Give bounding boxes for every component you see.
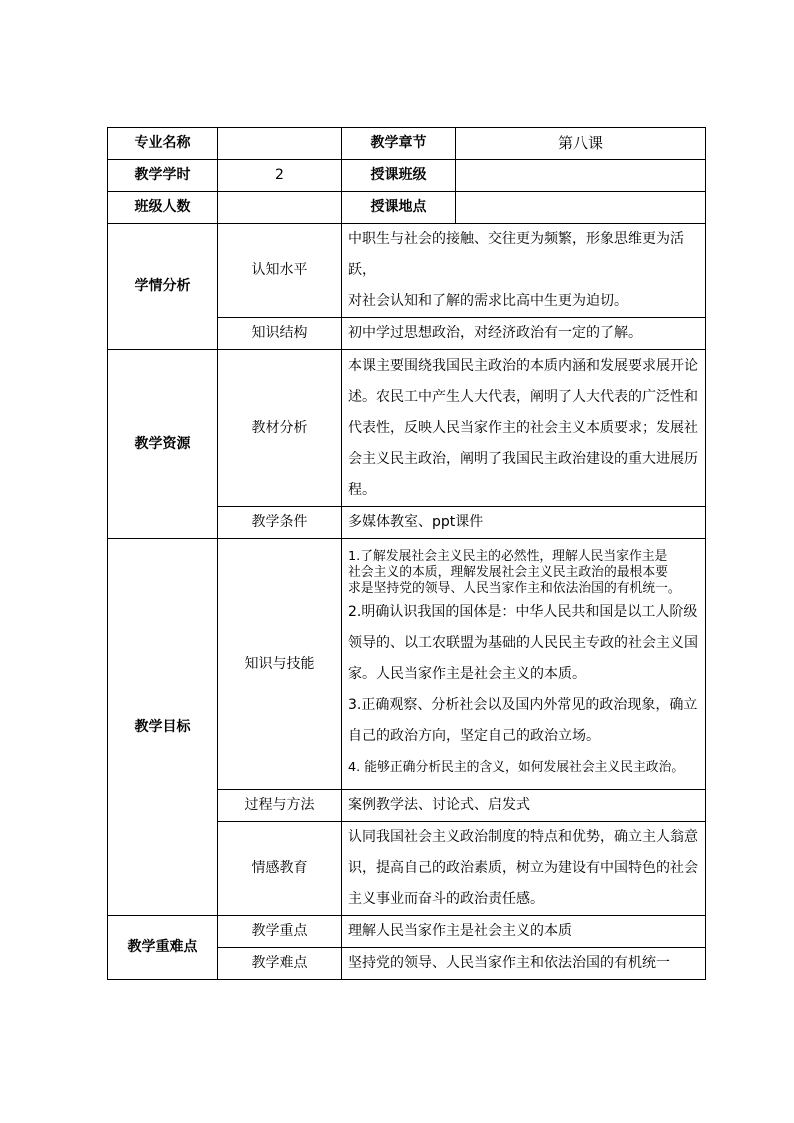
student-count-value <box>218 192 342 224</box>
text-line: 对社会认知和了解的需求比高中生更为迫切。 <box>348 293 628 309</box>
process-methods-label: 过程与方法 <box>218 790 342 822</box>
text-line: 领导的、以工农联盟为基础的人民民主专政的社会主义国 <box>348 634 698 651</box>
table-row <box>108 128 706 160</box>
major-value <box>218 128 342 160</box>
text-line: 社会主义的本质，理解发展社会主义民主政治的最根本要 <box>348 564 668 580</box>
key-point-text: 理解人民当家作主是社会主义的本质 <box>342 916 706 948</box>
text-line: 认同我国社会主义政治制度的特点和优势，确立主人翁意 <box>348 829 698 845</box>
table-row <box>108 192 706 224</box>
emotional-education-text <box>342 822 706 916</box>
cognitive-level-label: 认知水平 <box>218 224 342 318</box>
key-point-label: 教学重点 <box>218 916 342 948</box>
location-value <box>456 192 706 224</box>
text-line: 自己的政治方向，坚定自己的政治立场。 <box>348 727 600 744</box>
difficult-point-text: 坚持党的领导、人民当家作主和依法治国的有机统一 <box>342 948 706 980</box>
textbook-analysis-text <box>342 350 706 507</box>
text-line: 家。人民当家作主是社会主义的本质。 <box>348 665 586 682</box>
difficult-point-label: 教学难点 <box>218 948 342 980</box>
text-line: 本课主要围绕我国民主政治的本质内涵和发展要求展开论 <box>348 357 698 374</box>
cognitive-level-text <box>342 224 706 318</box>
hours-label: 教学学时 <box>108 160 218 192</box>
table-row <box>108 916 706 948</box>
key-difficult-points-label: 教学重难点 <box>108 916 218 980</box>
text-line: 4. 能够正确分析民主的含义，如何发展社会主义民主政治。 <box>348 759 685 775</box>
table-row <box>108 539 706 790</box>
class-value <box>456 160 706 192</box>
emotional-education-label: 情感教育 <box>218 822 342 916</box>
teaching-conditions-label: 教学条件 <box>218 507 342 539</box>
text-line: 述。农民工中产生人大代表，阐明了人大代表的广泛性和 <box>348 388 698 405</box>
location-label: 授课地点 <box>342 192 456 224</box>
hours-value: 2 <box>218 160 342 192</box>
knowledge-skills-text <box>342 539 706 790</box>
table-row <box>108 350 706 507</box>
chapter-value: 第八课 <box>456 128 706 160</box>
text-line: 2.明确认识我国的国体是：中华人民共和国是以工人阶级 <box>348 603 698 620</box>
teaching-conditions-text: 多媒体教室、ppt课件 <box>342 507 706 539</box>
major-label: 专业名称 <box>108 128 218 160</box>
text-line: 中职生与社会的接触、交往更为频繁，形象思维更为活跃， <box>348 231 684 278</box>
text-line: 1.了解发展社会主义民主的必然性，理解人民当家作主是 <box>348 548 668 564</box>
knowledge-structure-label: 知识结构 <box>218 318 342 350</box>
knowledge-structure-text: 初中学过思想政治，对经济政治有一定的了解。 <box>342 318 706 350</box>
text-line: 识，提高自己的政治素质，树立为建设有中国特色的社会 <box>348 860 698 876</box>
teaching-objectives-label: 教学目标 <box>108 539 218 916</box>
text-line: 会主义民主政治，阐明了我国民主政治建设的重大进展历 <box>348 450 698 467</box>
class-label: 授课班级 <box>342 160 456 192</box>
text-line: 求是坚持党的领导、人民当家作主和依法治国的有机统一。 <box>348 580 681 596</box>
teaching-resources-label: 教学资源 <box>108 350 218 539</box>
text-line: 代表性，反映人民当家作主的社会主义本质要求；发展社 <box>348 419 698 436</box>
text-line: 主义事业而奋斗的政治责任感。 <box>348 891 544 907</box>
lesson-plan-table <box>107 127 706 980</box>
table-row <box>108 160 706 192</box>
student-count-label: 班级人数 <box>108 192 218 224</box>
process-methods-text: 案例教学法、讨论式、启发式 <box>342 790 706 822</box>
text-line: 程。 <box>348 481 376 498</box>
chapter-label: 教学章节 <box>342 128 456 160</box>
textbook-analysis-label: 教材分析 <box>218 350 342 507</box>
student-analysis-label: 学情分析 <box>108 224 218 350</box>
knowledge-skills-label: 知识与技能 <box>218 539 342 790</box>
table-row <box>108 224 706 318</box>
text-line: 3.正确观察、分析社会以及国内外常见的政治现象，确立 <box>348 696 698 713</box>
